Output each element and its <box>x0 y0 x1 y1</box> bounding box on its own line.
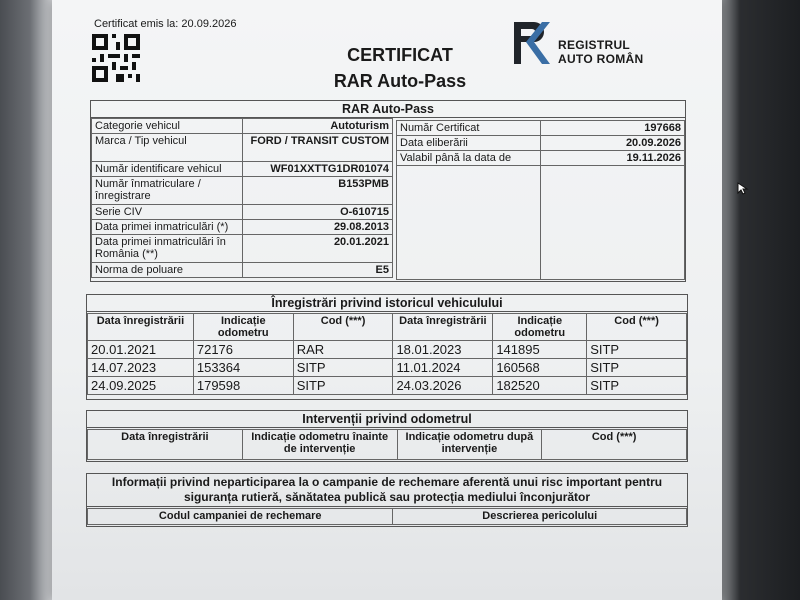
odometer-header-row <box>88 430 687 460</box>
vehicle-label: Categorie vehicul <box>92 119 243 134</box>
column-header: Indicație odometru <box>493 314 587 341</box>
cert-value: 197668 <box>541 121 685 136</box>
column-header: Data înregistrării <box>393 314 493 341</box>
rar-logo-icon <box>512 20 556 66</box>
history-header-row <box>88 314 687 341</box>
table-cell: 18.01.2023 <box>393 341 493 359</box>
certificate-title <box>300 42 500 94</box>
cert-row <box>397 136 685 151</box>
table-cell: 141895 <box>493 341 587 359</box>
cert-label: Valabil până la data de <box>397 151 541 166</box>
cert-label: Data eliberării <box>397 136 541 151</box>
table-cell: SITP <box>587 377 687 395</box>
recall-table <box>87 508 687 525</box>
vehicle-label: Serie CIV <box>92 205 243 220</box>
cert-value: 19.11.2026 <box>541 151 685 166</box>
vehicle-label: Norma de poluare <box>92 263 243 278</box>
column-header: Codul campaniei de rechemare <box>88 509 393 525</box>
odometer-section-title: Intervenții privind odometrul <box>87 411 687 428</box>
vehicle-row <box>92 263 393 278</box>
table-cell: 24.03.2026 <box>393 377 493 395</box>
issued-date: Certificat emis la: 20.09.2026 <box>94 18 237 30</box>
table-cell: RAR <box>293 341 393 359</box>
history-table <box>87 313 687 395</box>
qr-code-icon <box>92 34 140 82</box>
table-cell: SITP <box>293 359 393 377</box>
empty-cell <box>541 166 685 280</box>
table-cell: 153364 <box>193 359 293 377</box>
vehicle-row <box>92 119 393 134</box>
logo-line-2: AUTO ROMÂN <box>558 52 644 66</box>
column-header: Cod (***) <box>587 314 687 341</box>
vehicle-label: Data primei inmatriculări în România (**) <box>92 235 243 263</box>
table-cell: SITP <box>293 377 393 395</box>
table-cell: 20.01.2021 <box>88 341 194 359</box>
vehicle-label: Număr înmatriculare / înregistrare <box>92 177 243 205</box>
vehicle-label: Data primei inmatriculări (*) <box>92 220 243 235</box>
certificate-info-table <box>396 120 685 280</box>
column-header: Indicație odometru înainte de intervenție <box>242 430 397 460</box>
vehicle-value: WF01XXTTG1DR01074 <box>243 162 393 177</box>
table-cell: 72176 <box>193 341 293 359</box>
vehicle-label: Număr identificare vehicul <box>92 162 243 177</box>
vehicle-table <box>91 118 393 278</box>
table-cell: 182520 <box>493 377 587 395</box>
history-section <box>86 294 688 400</box>
table-row <box>88 359 687 377</box>
odometer-section <box>86 410 688 462</box>
table-cell: 179598 <box>193 377 293 395</box>
vehicle-section-title: RAR Auto-Pass <box>91 101 685 118</box>
vehicle-row <box>92 177 393 205</box>
recall-header-row <box>88 509 687 525</box>
column-header: Indicație odometru <box>193 314 293 341</box>
title-line-1: CERTIFICAT <box>347 45 453 65</box>
vehicle-label: Marca / Tip vehicul <box>92 134 243 162</box>
table-cell: SITP <box>587 341 687 359</box>
recall-section-title: Informații privind neparticiparea la o campanie de rechemare aferentă unui risc important pentru siguranța rutieră, sănătatea publică sau protecția mediului înconjurător <box>87 474 687 507</box>
mouse-cursor-icon <box>737 182 751 196</box>
cert-row <box>397 151 685 166</box>
vehicle-value: 29.08.2013 <box>243 220 393 235</box>
rar-logo <box>512 20 652 70</box>
logo-line-1: REGISTRUL <box>558 38 631 52</box>
cert-row <box>397 121 685 136</box>
vehicle-value: Autoturism <box>243 119 393 134</box>
vehicle-row <box>92 134 393 162</box>
odometer-table <box>87 429 687 460</box>
table-row <box>88 377 687 395</box>
cert-empty-row <box>397 166 685 280</box>
table-cell: 11.01.2024 <box>393 359 493 377</box>
vehicle-row <box>92 205 393 220</box>
cert-value: 20.09.2026 <box>541 136 685 151</box>
table-cell: 24.09.2025 <box>88 377 194 395</box>
column-header: Descrierea pericolului <box>393 509 687 525</box>
title-line-2: RAR Auto-Pass <box>333 71 467 91</box>
vehicle-value: O-610715 <box>243 205 393 220</box>
table-cell: 160568 <box>493 359 587 377</box>
vehicle-value: E5 <box>243 263 393 278</box>
history-section-title: Înregistrări privind istoricul vehiculului <box>87 295 687 312</box>
vehicle-value: B153PMB <box>243 177 393 205</box>
column-header: Cod (***) <box>542 430 687 460</box>
vehicle-row <box>92 162 393 177</box>
column-header: Cod (***) <box>293 314 393 341</box>
table-cell: 14.07.2023 <box>88 359 194 377</box>
logo-text <box>558 38 643 66</box>
table-row <box>88 341 687 359</box>
table-cell: SITP <box>587 359 687 377</box>
column-header: Data înregistrării <box>88 314 194 341</box>
column-header: Indicație odometru după intervenție <box>397 430 542 460</box>
recall-section <box>86 473 688 527</box>
empty-cell <box>397 166 541 280</box>
vehicle-row <box>92 235 393 263</box>
vehicle-section <box>90 100 686 282</box>
column-header: Data înregistrării <box>88 430 243 460</box>
vehicle-value: FORD / TRANSIT CUSTOM <box>243 134 393 162</box>
vehicle-value: 20.01.2021 <box>243 235 393 263</box>
vehicle-row <box>92 220 393 235</box>
cert-label: Număr Certificat <box>397 121 541 136</box>
